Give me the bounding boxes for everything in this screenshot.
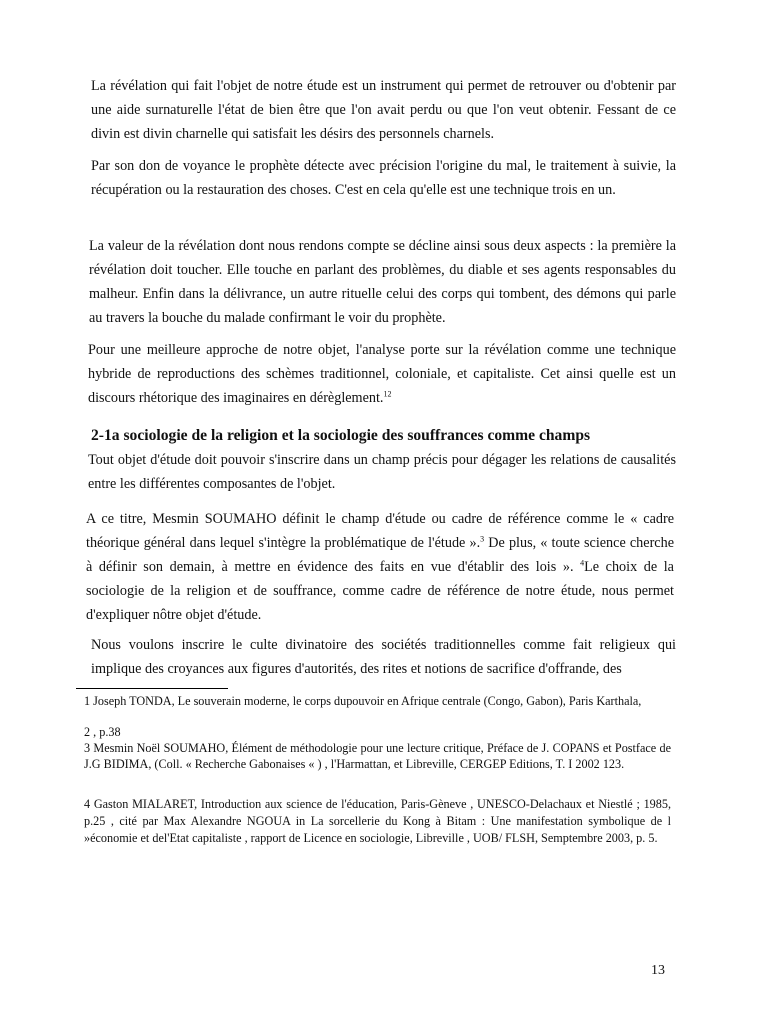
footnote-1: 1 Joseph TONDA, Le souverain moderne, le corps dupouvoir en Afrique centrale (Congo, Gabon), Paris Karthala, [84, 694, 642, 708]
footnote-2: 2 , p.38 [84, 725, 121, 739]
paragraph-revelation [91, 74, 676, 146]
paragraph-valeur [89, 234, 676, 330]
footnote-ref: 3 [480, 534, 485, 544]
footnote-4: 4 Gaston MIALARET, Introduction aux science de l'éducation, Paris-Gèneve , UNESCO-Delachaux et Niestlé ; 1985, p.25 , cité par Max Alexandre NGOUA in La sorcellerie du Kong à Bitam : Une manifestation symbolique de l »économie et del'Etat capitaliste , rapport de Licence en sociologie, Libreville , UOB/ FLSH, Semptembre 2003, p. 5. [84, 797, 671, 845]
paragraph-text: Nous voulons inscrire le culte divinatoire des sociétés traditionnelles comme fait religieux qui implique des croyances aux figures d'autorités, des rites et notions de sacrifice d'offrande, des [91, 637, 676, 677]
footnote-ref: 12 [383, 389, 392, 399]
paragraph-text: Le choix de la sociologie de la religion et de souffrance, comme cadre de référence de notre étude, nous permet d'expliquer nôtre objet d'étude. [86, 559, 674, 623]
footnote-ref: 4 [580, 558, 585, 568]
footnote-3: 3 Mesmin Noël SOUMAHO, Élément de méthodologie pour une lecture critique, Préface de J. COPANS et Postface de J.G BIDIMA, (Coll. « Recherche Gabonaises « ) , l'Harmattan, et Libreville, CERGEP Editions, T. I 2002 123. [84, 741, 671, 771]
paragraph-objet [88, 448, 676, 496]
paragraph-culte [91, 633, 676, 681]
paragraph-text: Par son don de voyance le prophète détecte avec précision l'origine du mal, le traitement à suivie, la récupération ou la restauration des choses. C'est en cela qu'elle est une technique trois en un. [91, 158, 676, 198]
paragraph-text: La révélation qui fait l'objet de notre étude est un instrument qui permet de retrouver ou d'obtenir par une aide surnaturelle l'état de bien être que l'on avait perdu ou que l'on veut obtenir. Fessant de ce divin est divin charnelle qui satisfait les désirs des personnels charnels. [91, 78, 676, 142]
paragraph-text: La valeur de la révélation dont nous rendons compte se décline ainsi sous deux aspects : la première la révélation doit toucher. Elle touche en parlant des problèmes, du diable et ses agents responsables du malheur. Enfin dans la délivrance, un autre rituelle celui des corps qui tombent, des démons qui parle au travers la bouche du malade confirmant le voir du prophète. [89, 238, 676, 326]
paragraph-text: A ce titre, Mesmin SOUMAHO définit le champ d'étude ou cadre de référence comme le « cadre théorique général dans lequel s'intègre la problématique de l'étude ». [86, 511, 674, 551]
paragraph-text: De plus, « toute science cherche à définir son demain, à mettre en évidence des faits en vue d'établir des lois ». [86, 535, 674, 575]
paragraph-approche [88, 338, 676, 410]
paragraph-voyance [91, 154, 676, 202]
paragraph-text: Tout objet d'étude doit pouvoir s'inscrire dans un champ précis pour dégager les relations de causalités entre les différentes composantes de l'objet. [88, 452, 676, 492]
section-heading: 2-1a sociologie de la religion et la sociologie des souffrances comme champs [91, 427, 591, 444]
page-number: 13 [651, 963, 665, 978]
footnote-separator [76, 688, 228, 689]
paragraph-soumaho [86, 507, 674, 627]
paragraph-text: Pour une meilleure approche de notre objet, l'analyse porte sur la révélation comme une technique hybride de reproductions des schèmes traditionnel, coloniale, et capitaliste. Cet ainsi quelle est un discours rhétorique des imaginaires en dérèglement. [88, 342, 676, 406]
